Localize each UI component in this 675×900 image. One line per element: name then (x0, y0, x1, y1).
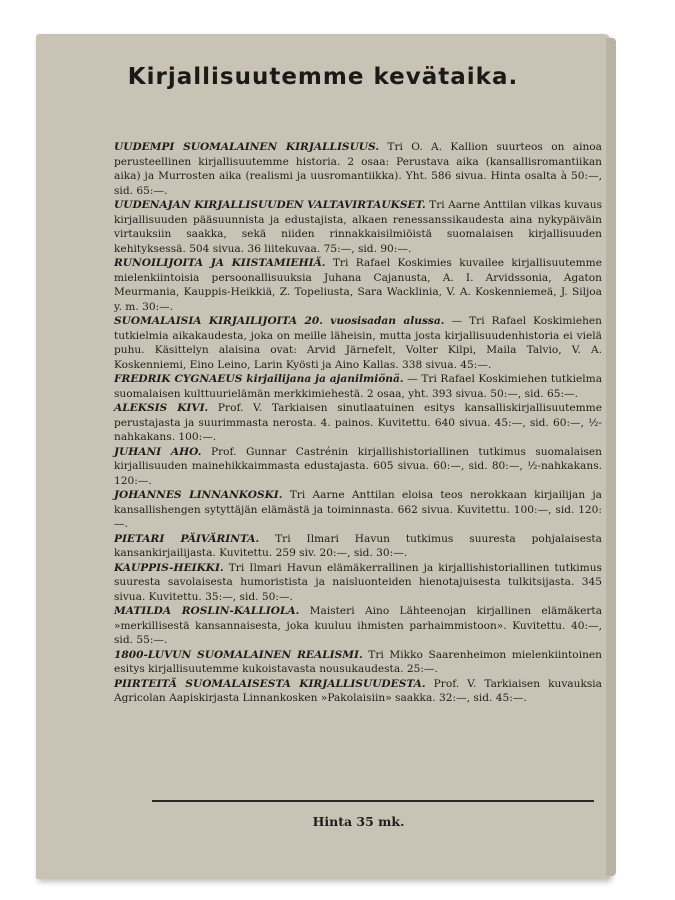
entry-title: FREDRIK CYGNAEUS kirjailijana ja ajanilmiönä. (114, 373, 404, 385)
entry-title: ALEKSIS KIVI. (114, 402, 209, 414)
entry-text: Tri Mikko Saarenheimon mielenkiintoinen esitys kirjallisuutemme kukoistavasta nousukaudesta. 25:—. (114, 648, 602, 675)
entry-text: Maisteri Aino Lähteenojan kirjallinen elämäkerta »merkillisestä kansannaisesta, joka kuuluu ihmisten parhaimmistoon». Kuvitettu. 40:—, sid. 55:—. (114, 605, 603, 646)
entry-title: KAUPPIS-HEIKKI. (114, 561, 224, 574)
entry-text: Tri Ilmari Havun tutkimus suuresta pohjalaisesta kansankirjailijasta. Kuvitettu. 259 siv. 20:—, sid. 30:—. (114, 532, 602, 559)
entry-title: UUDEMPI SUOMALAINEN KIRJALLISUUS. (114, 141, 380, 153)
catalog-entry (114, 648, 602, 677)
catalog-entry (114, 677, 602, 706)
catalog-entry (114, 561, 602, 605)
entry-text: Tri Aarne Anttilan eloisa teos nerokkaan kirjailijan ja kansallishengen sytyttäjän elämästä ja toiminnasta. 662 sivua. Kuvitettu. 100:—, sid. 120:—. (114, 489, 603, 530)
entry-text: Tri O. A. Kallion suurteos on ainoa perusteellinen kirjallisuutemme historia. 2 osaa: Perustava aika (kansallisromantiikan aika) ja Murrosten aika (realismi ja uusromantiikka). Yht. 586 sivua. Hinta osalta à 50:—, sid. 65:—. (114, 141, 602, 197)
entry-title: MATILDA ROSLIN-KALLIOLA. (114, 605, 300, 617)
entry-text: Prof. V. Tarkiaisen sinutlaatuinen esitys kansalliskirjallisuutemme perustajasta ja suurimmasta nerosta. 4. painos. Kuvitettu. 640 sivua. 45:—, sid. 60:—, ½-nahkakans. 100:—. (114, 402, 602, 443)
entry-title: 1800-LUVUN SUOMALAINEN REALISMI. (114, 648, 363, 661)
entry-title: PIETARI PÄIVÄRINTA. (114, 532, 260, 545)
catalog-entry (114, 445, 602, 489)
entry-title: SUOMALAISIA KIRJAILIJOITA 20. vuosisadan alussa. (114, 315, 445, 327)
entry-text: Tri Ilmari Havun elämäkerrallinen ja kirjallishistoriallinen tutkimus suuresta savolaisesta humoristista ja naisluonteiden hienotajuisesta tulkitsijasta. 345 sivua. Kuvitettu. 35:—, sid. 50:—. (114, 561, 602, 603)
catalog-entry (114, 488, 602, 532)
entry-text: Prof. Gunnar Castrénin kirjallishistoriallinen tutkimus suomalaisen kirjallisuuden mainehikkaimmasta edustajasta. 605 sivua. 60:—, sid. 80:—, ½-nahkakans. 120:—. (114, 445, 602, 487)
entry-title: JOHANNES LINNANKOSKI. (114, 489, 283, 501)
entry-text: — Tri Rafael Koskimiehen tutkielma suomalaisen kulttuurielämän merkkimiehestä. 2 osaa, yht. 393 sivua. 50:—, sid. 65:—. (114, 373, 603, 400)
book-back-cover (36, 34, 610, 879)
cover-heading: Kirjallisuutemme kevätaika. (127, 64, 519, 90)
price-label: Hinta 35 mk. (312, 814, 405, 829)
entry-title: RUNOILIJOITA JA KIISTAMIEHIÄ. (114, 257, 326, 269)
catalog-entry (114, 198, 602, 256)
catalog-entry (114, 256, 602, 314)
catalog-entry (114, 604, 602, 648)
catalog-entry (114, 401, 602, 445)
entry-text: Prof. V. Tarkiaisen kuvauksia Agricolan Aapiskirjasta Linnankosken »Pakolaisiin» saakka. 32:—, sid. 45:—. (114, 677, 603, 704)
divider-rule (152, 800, 594, 802)
entry-text: Tri Rafael Koskimies kuvailee kirjallisuutemme mielenkiintoisia persoonallisuuksia Juhana Cajanusta, A. I. Arvidssonia, Agaton Meurmania, Kauppis-Heikkiä, Z. Topeliusta, Sara Wacklinia, V. A. Koskenniemeä, J. Siljoa y. m. 30:—. (114, 257, 602, 313)
catalog-entry (114, 314, 602, 372)
entry-title: JUHANI AHO. (114, 445, 202, 458)
entry-title: PIIRTEITÄ SUOMALAISESTA KIRJALLISUUDESTA. (114, 677, 426, 690)
catalog-entry (114, 140, 602, 198)
entry-text: Tri Aarne Anttilan vilkas kuvaus kirjallisuuden pääsuunnista ja edustajista, alkaen renessanssikaudesta aina nykypäiväin virtauksiin saakka, sekä niiden rinnakkaisilmiöistä suomalaisen kirjallisuuden kehityksessä. 504 sivua. 36 liitekuvaa. 75:—, sid. 90:—. (114, 199, 603, 255)
catalog-entry (114, 532, 602, 561)
entry-title: UUDENAJAN KIRJALLISUUDEN VALTAVIRTAUKSET. (114, 199, 426, 211)
entry-text: — Tri Rafael Koskimiehen tutkielmia aikakaudesta, joka on meille läheisin, mutta josta kirjallisuudenhistoria ei vielä puhu. Käsittelyn alaisina ovat: Arvid Järnefelt, Volter Kilpi, Maila Talvio, V. A. Koskenniemi, Eino Leino, Larin Kyösti ja Aino Kallas. 338 sivua. 45:—. (114, 315, 603, 371)
catalog-entry (114, 372, 602, 401)
catalog-entries (114, 140, 602, 706)
